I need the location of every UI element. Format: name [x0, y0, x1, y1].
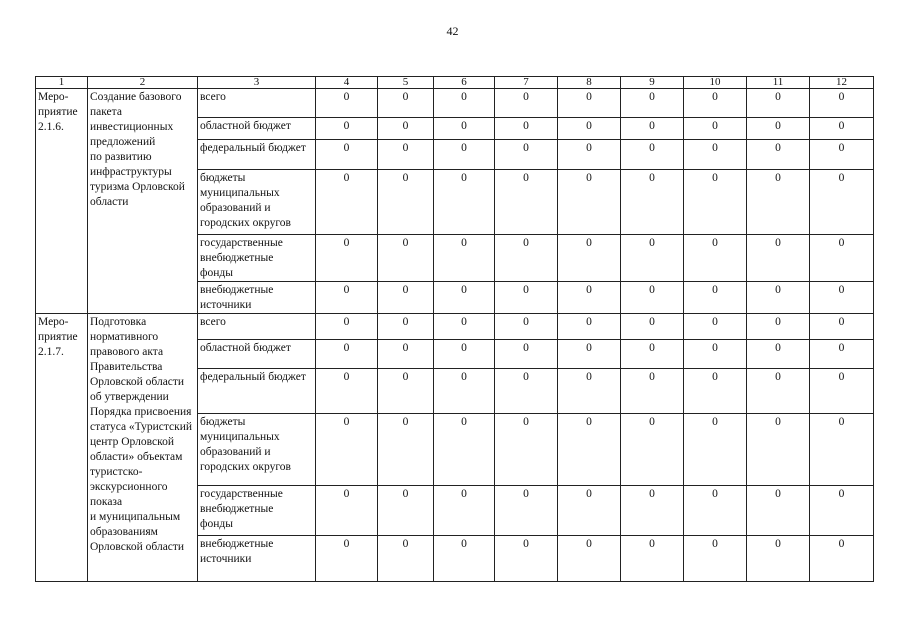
value-cell-col-12: 0	[810, 118, 874, 140]
cell-text-line: 2.1.7.	[38, 346, 64, 358]
cell-text-line: об утверждении	[90, 391, 169, 403]
column-header-10: 10	[684, 77, 747, 89]
value-cell-col-9: 0	[621, 314, 684, 340]
cell-text-line: государственные	[200, 488, 283, 500]
column-header-8: 8	[558, 77, 621, 89]
value-cell-col-9: 0	[621, 340, 684, 369]
value-cell-col-5: 0	[378, 314, 434, 340]
cell-text-line: внебюджетные	[200, 538, 274, 550]
value-cell-col-10: 0	[684, 89, 747, 118]
value-cell-col-7: 0	[495, 89, 558, 118]
value-cell-col-6: 0	[434, 536, 495, 582]
cell-text-line: источники	[200, 553, 252, 565]
cell-text-line: Порядка присвоения	[90, 406, 192, 418]
value-cell-col-8: 0	[558, 414, 621, 486]
cell-text-line: образований и	[200, 446, 271, 458]
value-cell-col-8: 0	[558, 140, 621, 170]
value-cell-col-7: 0	[495, 486, 558, 536]
value-cell-col-9: 0	[621, 170, 684, 235]
value-cell-col-4: 0	[316, 369, 378, 414]
value-cell-col-11: 0	[747, 235, 810, 282]
cell-text-line: городских округов	[200, 217, 291, 229]
table-row	[36, 314, 874, 340]
value-cell-col-5: 0	[378, 89, 434, 118]
funding-source-cell	[198, 536, 316, 582]
value-cell-col-8: 0	[558, 89, 621, 118]
value-cell-col-12: 0	[810, 235, 874, 282]
table-row	[36, 89, 874, 118]
cell-text-line: инвестиционных	[90, 121, 174, 133]
value-cell-col-11: 0	[747, 89, 810, 118]
cell-text-line: показа	[90, 496, 123, 508]
value-cell-col-8: 0	[558, 170, 621, 235]
cell-text-line: федеральный бюджет	[200, 142, 306, 154]
cell-text-line: предложений	[90, 136, 156, 148]
value-cell-col-6: 0	[434, 369, 495, 414]
value-cell-col-9: 0	[621, 536, 684, 582]
value-cell-col-10: 0	[684, 340, 747, 369]
cell-text-line: Меро-	[38, 316, 69, 328]
table-header-row	[36, 77, 874, 89]
cell-text-line: областной бюджет	[200, 342, 291, 354]
cell-text-line: экскурсионного	[90, 481, 168, 493]
cell-text-line: внебюджетные	[200, 503, 274, 515]
value-cell-col-12: 0	[810, 486, 874, 536]
cell-text-line: федеральный бюджет	[200, 371, 306, 383]
value-cell-col-4: 0	[316, 486, 378, 536]
value-cell-col-10: 0	[684, 282, 747, 314]
value-cell-col-11: 0	[747, 140, 810, 170]
value-cell-col-7: 0	[495, 140, 558, 170]
value-cell-col-4: 0	[316, 235, 378, 282]
column-header-5: 5	[378, 77, 434, 89]
value-cell-col-12: 0	[810, 170, 874, 235]
cell-text-line: бюджеты	[200, 416, 246, 428]
cell-text-line: центр Орловской	[90, 436, 174, 448]
value-cell-col-10: 0	[684, 414, 747, 486]
column-header-9: 9	[621, 77, 684, 89]
value-cell-col-7: 0	[495, 369, 558, 414]
value-cell-col-10: 0	[684, 118, 747, 140]
value-cell-col-5: 0	[378, 235, 434, 282]
value-cell-col-7: 0	[495, 314, 558, 340]
value-cell-col-11: 0	[747, 118, 810, 140]
value-cell-col-8: 0	[558, 340, 621, 369]
value-cell-col-9: 0	[621, 89, 684, 118]
cell-text-line: туризма Орловской	[90, 181, 185, 193]
funding-source-cell	[198, 340, 316, 369]
value-cell-col-9: 0	[621, 414, 684, 486]
value-cell-col-9: 0	[621, 486, 684, 536]
value-cell-col-5: 0	[378, 118, 434, 140]
table-body	[36, 89, 874, 582]
value-cell-col-10: 0	[684, 369, 747, 414]
value-cell-col-4: 0	[316, 340, 378, 369]
value-cell-col-5: 0	[378, 414, 434, 486]
value-cell-col-5: 0	[378, 369, 434, 414]
funding-source-cell	[198, 118, 316, 140]
cell-text-line: бюджеты	[200, 172, 246, 184]
funding-source-cell	[198, 314, 316, 340]
cell-text-line: Орловской области	[90, 376, 185, 388]
value-cell-col-4: 0	[316, 314, 378, 340]
value-cell-col-10: 0	[684, 170, 747, 235]
value-cell-col-9: 0	[621, 235, 684, 282]
column-header-11: 11	[747, 77, 810, 89]
cell-text-line: образованиям	[90, 526, 158, 538]
value-cell-col-11: 0	[747, 536, 810, 582]
cell-text-line: Меро-	[38, 91, 69, 103]
value-cell-col-9: 0	[621, 282, 684, 314]
value-cell-col-5: 0	[378, 170, 434, 235]
value-cell-col-7: 0	[495, 235, 558, 282]
value-cell-col-11: 0	[747, 369, 810, 414]
cell-text-line: инфраструктуры	[90, 166, 172, 178]
measure-description-cell	[88, 314, 198, 582]
cell-text-line: областной бюджет	[200, 120, 291, 132]
cell-text-line: городских округов	[200, 461, 291, 473]
value-cell-col-4: 0	[316, 536, 378, 582]
column-header-4: 4	[316, 77, 378, 89]
value-cell-col-11: 0	[747, 314, 810, 340]
value-cell-col-11: 0	[747, 282, 810, 314]
value-cell-col-8: 0	[558, 536, 621, 582]
value-cell-col-7: 0	[495, 414, 558, 486]
cell-text-line: области	[90, 196, 129, 208]
cell-text-line: всего	[200, 316, 226, 328]
value-cell-col-8: 0	[558, 314, 621, 340]
value-cell-col-9: 0	[621, 140, 684, 170]
funding-source-cell	[198, 282, 316, 314]
value-cell-col-9: 0	[621, 118, 684, 140]
value-cell-col-9: 0	[621, 369, 684, 414]
cell-text-line: области» объектам	[90, 451, 183, 463]
value-cell-col-10: 0	[684, 140, 747, 170]
value-cell-col-5: 0	[378, 486, 434, 536]
cell-text-line: всего	[200, 91, 226, 103]
value-cell-col-12: 0	[810, 282, 874, 314]
cell-text-line: туристско-	[90, 466, 143, 478]
value-cell-col-6: 0	[434, 340, 495, 369]
budget-table-sheet	[35, 76, 873, 582]
value-cell-col-6: 0	[434, 140, 495, 170]
value-cell-col-11: 0	[747, 486, 810, 536]
cell-text-line: внебюджетные	[200, 252, 274, 264]
value-cell-col-11: 0	[747, 340, 810, 369]
cell-text-line: муниципальных	[200, 431, 280, 443]
funding-source-cell	[198, 140, 316, 170]
column-header-12: 12	[810, 77, 874, 89]
cell-text-line: фонды	[200, 518, 233, 530]
cell-text-line: Правительства	[90, 361, 163, 373]
cell-text-line: пакета	[90, 106, 122, 118]
cell-text-line: и муниципальным	[90, 511, 181, 523]
value-cell-col-6: 0	[434, 414, 495, 486]
value-cell-col-4: 0	[316, 414, 378, 486]
funding-source-cell	[198, 414, 316, 486]
value-cell-col-4: 0	[316, 170, 378, 235]
funding-source-cell	[198, 170, 316, 235]
funding-source-cell	[198, 89, 316, 118]
value-cell-col-10: 0	[684, 235, 747, 282]
value-cell-col-4: 0	[316, 118, 378, 140]
value-cell-col-6: 0	[434, 170, 495, 235]
measure-number-cell	[36, 314, 88, 582]
value-cell-col-7: 0	[495, 282, 558, 314]
cell-text-line: правового акта	[90, 346, 164, 358]
value-cell-col-7: 0	[495, 118, 558, 140]
value-cell-col-12: 0	[810, 369, 874, 414]
cell-text-line: Подготовка	[90, 316, 147, 328]
value-cell-col-8: 0	[558, 369, 621, 414]
value-cell-col-6: 0	[434, 282, 495, 314]
cell-text-line: по развитию	[90, 151, 152, 163]
value-cell-col-10: 0	[684, 486, 747, 536]
value-cell-col-4: 0	[316, 140, 378, 170]
column-header-6: 6	[434, 77, 495, 89]
funding-source-cell	[198, 369, 316, 414]
value-cell-col-10: 0	[684, 314, 747, 340]
value-cell-col-4: 0	[316, 89, 378, 118]
value-cell-col-6: 0	[434, 89, 495, 118]
value-cell-col-6: 0	[434, 486, 495, 536]
value-cell-col-12: 0	[810, 140, 874, 170]
value-cell-col-8: 0	[558, 282, 621, 314]
value-cell-col-11: 0	[747, 170, 810, 235]
value-cell-col-12: 0	[810, 536, 874, 582]
funding-source-cell	[198, 486, 316, 536]
cell-text-line: статуса «Туристский	[90, 421, 193, 433]
measure-description-cell	[88, 89, 198, 314]
value-cell-col-12: 0	[810, 414, 874, 486]
value-cell-col-6: 0	[434, 314, 495, 340]
page-number: 42	[446, 24, 459, 38]
value-cell-col-12: 0	[810, 89, 874, 118]
cell-text-line: Орловской области	[90, 541, 185, 553]
value-cell-col-5: 0	[378, 340, 434, 369]
cell-text-line: фонды	[200, 267, 233, 279]
cell-text-line: государственные	[200, 237, 283, 249]
value-cell-col-8: 0	[558, 118, 621, 140]
value-cell-col-7: 0	[495, 170, 558, 235]
cell-text-line: 2.1.6.	[38, 121, 64, 133]
value-cell-col-6: 0	[434, 235, 495, 282]
value-cell-col-7: 0	[495, 536, 558, 582]
value-cell-col-4: 0	[316, 282, 378, 314]
cell-text-line: нормативного	[90, 331, 159, 343]
value-cell-col-7: 0	[495, 340, 558, 369]
cell-text-line: приятие	[38, 106, 78, 118]
column-header-2: 2	[88, 77, 198, 89]
column-header-7: 7	[495, 77, 558, 89]
column-header-1: 1	[36, 77, 88, 89]
cell-text-line: внебюджетные	[200, 284, 274, 296]
value-cell-col-5: 0	[378, 140, 434, 170]
cell-text-line: муниципальных	[200, 187, 280, 199]
value-cell-col-5: 0	[378, 536, 434, 582]
value-cell-col-6: 0	[434, 118, 495, 140]
funding-source-cell	[198, 235, 316, 282]
value-cell-col-10: 0	[684, 536, 747, 582]
value-cell-col-12: 0	[810, 314, 874, 340]
value-cell-col-8: 0	[558, 235, 621, 282]
cell-text-line: приятие	[38, 331, 78, 343]
budget-table	[35, 76, 874, 582]
value-cell-col-5: 0	[378, 282, 434, 314]
value-cell-col-12: 0	[810, 340, 874, 369]
cell-text-line: источники	[200, 299, 252, 311]
value-cell-col-11: 0	[747, 414, 810, 486]
cell-text-line: образований и	[200, 202, 271, 214]
measure-number-cell	[36, 89, 88, 314]
value-cell-col-8: 0	[558, 486, 621, 536]
column-header-3: 3	[198, 77, 316, 89]
cell-text-line: Создание базового	[90, 91, 182, 103]
